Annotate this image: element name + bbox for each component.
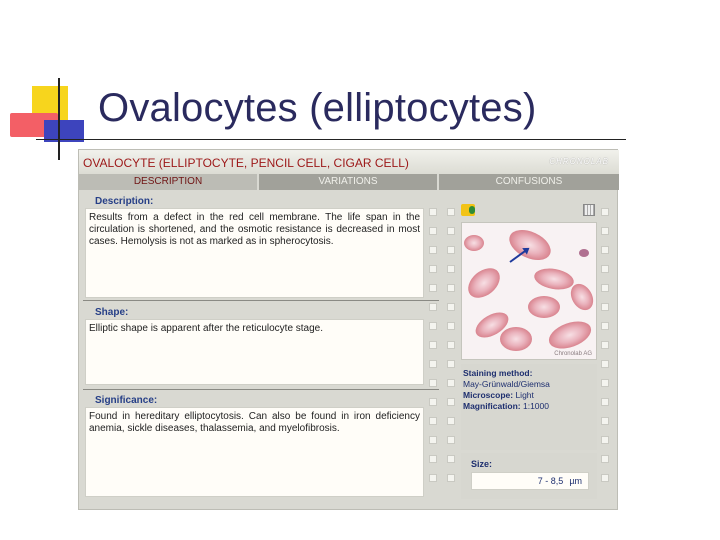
deco-vertical-line xyxy=(58,78,60,160)
deco-horizontal-line xyxy=(36,139,626,140)
cells-illustration xyxy=(462,223,597,360)
size-panel xyxy=(461,453,597,499)
staining-value: May-Grünwald/Giemsa xyxy=(463,379,550,389)
tab-description[interactable]: DESCRIPTION xyxy=(79,174,259,190)
tab-variations[interactable]: VARIATIONS xyxy=(259,174,439,190)
size-label: Size: xyxy=(471,459,493,469)
staining-label: Staining method: xyxy=(463,368,533,378)
shape-text: Elliptic shape is apparent after the reticulocyte stage. xyxy=(89,323,324,334)
image-toolbar xyxy=(459,202,599,218)
divider xyxy=(83,389,439,390)
scroll-markers-left xyxy=(429,208,437,493)
app-panel xyxy=(78,149,618,510)
panel-header xyxy=(79,150,619,174)
divider xyxy=(83,300,439,301)
scroll-markers-mid xyxy=(447,208,455,493)
microscope-label: Microscope: xyxy=(463,390,514,400)
panel-title: OVALOCYTE (ELLIPTOCYTE, PENCIL CELL, CIGAR CELL) xyxy=(83,156,409,170)
description-box xyxy=(85,208,424,298)
significance-text: Found in hereditary elliptocytosis. Can also be found in iron deficiency anemia, sickle diseases, thalassemia, and myelofibrosis. xyxy=(89,411,420,434)
camera-icon[interactable] xyxy=(461,204,475,216)
staining-info xyxy=(461,364,597,450)
description-text: Results from a defect in the red cell membrane. The life span in the circulation is shortened, and the osmotic resistance is decreased in most cases. Hemolysis is not as marked as in spherocytosis. xyxy=(89,212,420,247)
magnification-value: 1:1000 xyxy=(522,401,549,411)
size-value: 7 - 8,5 xyxy=(537,476,564,486)
significance-label: Significance: xyxy=(95,395,158,406)
description-label: Description: xyxy=(95,196,154,207)
shape-label: Shape: xyxy=(95,307,129,318)
blood-smear-image xyxy=(461,222,597,360)
tab-bar xyxy=(79,174,619,190)
brand-logo: CHRONOLAB xyxy=(549,157,609,166)
microscope-value: Light xyxy=(515,390,534,400)
image-watermark: Chronolab AG xyxy=(554,351,592,357)
significance-box xyxy=(85,407,424,497)
slide-title: Ovalocytes (elliptocytes) xyxy=(98,86,537,130)
scroll-markers-right xyxy=(601,208,609,493)
tab-confusions[interactable]: CONFUSIONS xyxy=(439,174,619,190)
size-unit: µm xyxy=(569,476,582,486)
grid-view-icon[interactable] xyxy=(583,204,595,216)
size-value-field xyxy=(471,472,589,490)
magnification-label: Magnification: xyxy=(463,401,521,411)
shape-box xyxy=(85,319,424,385)
